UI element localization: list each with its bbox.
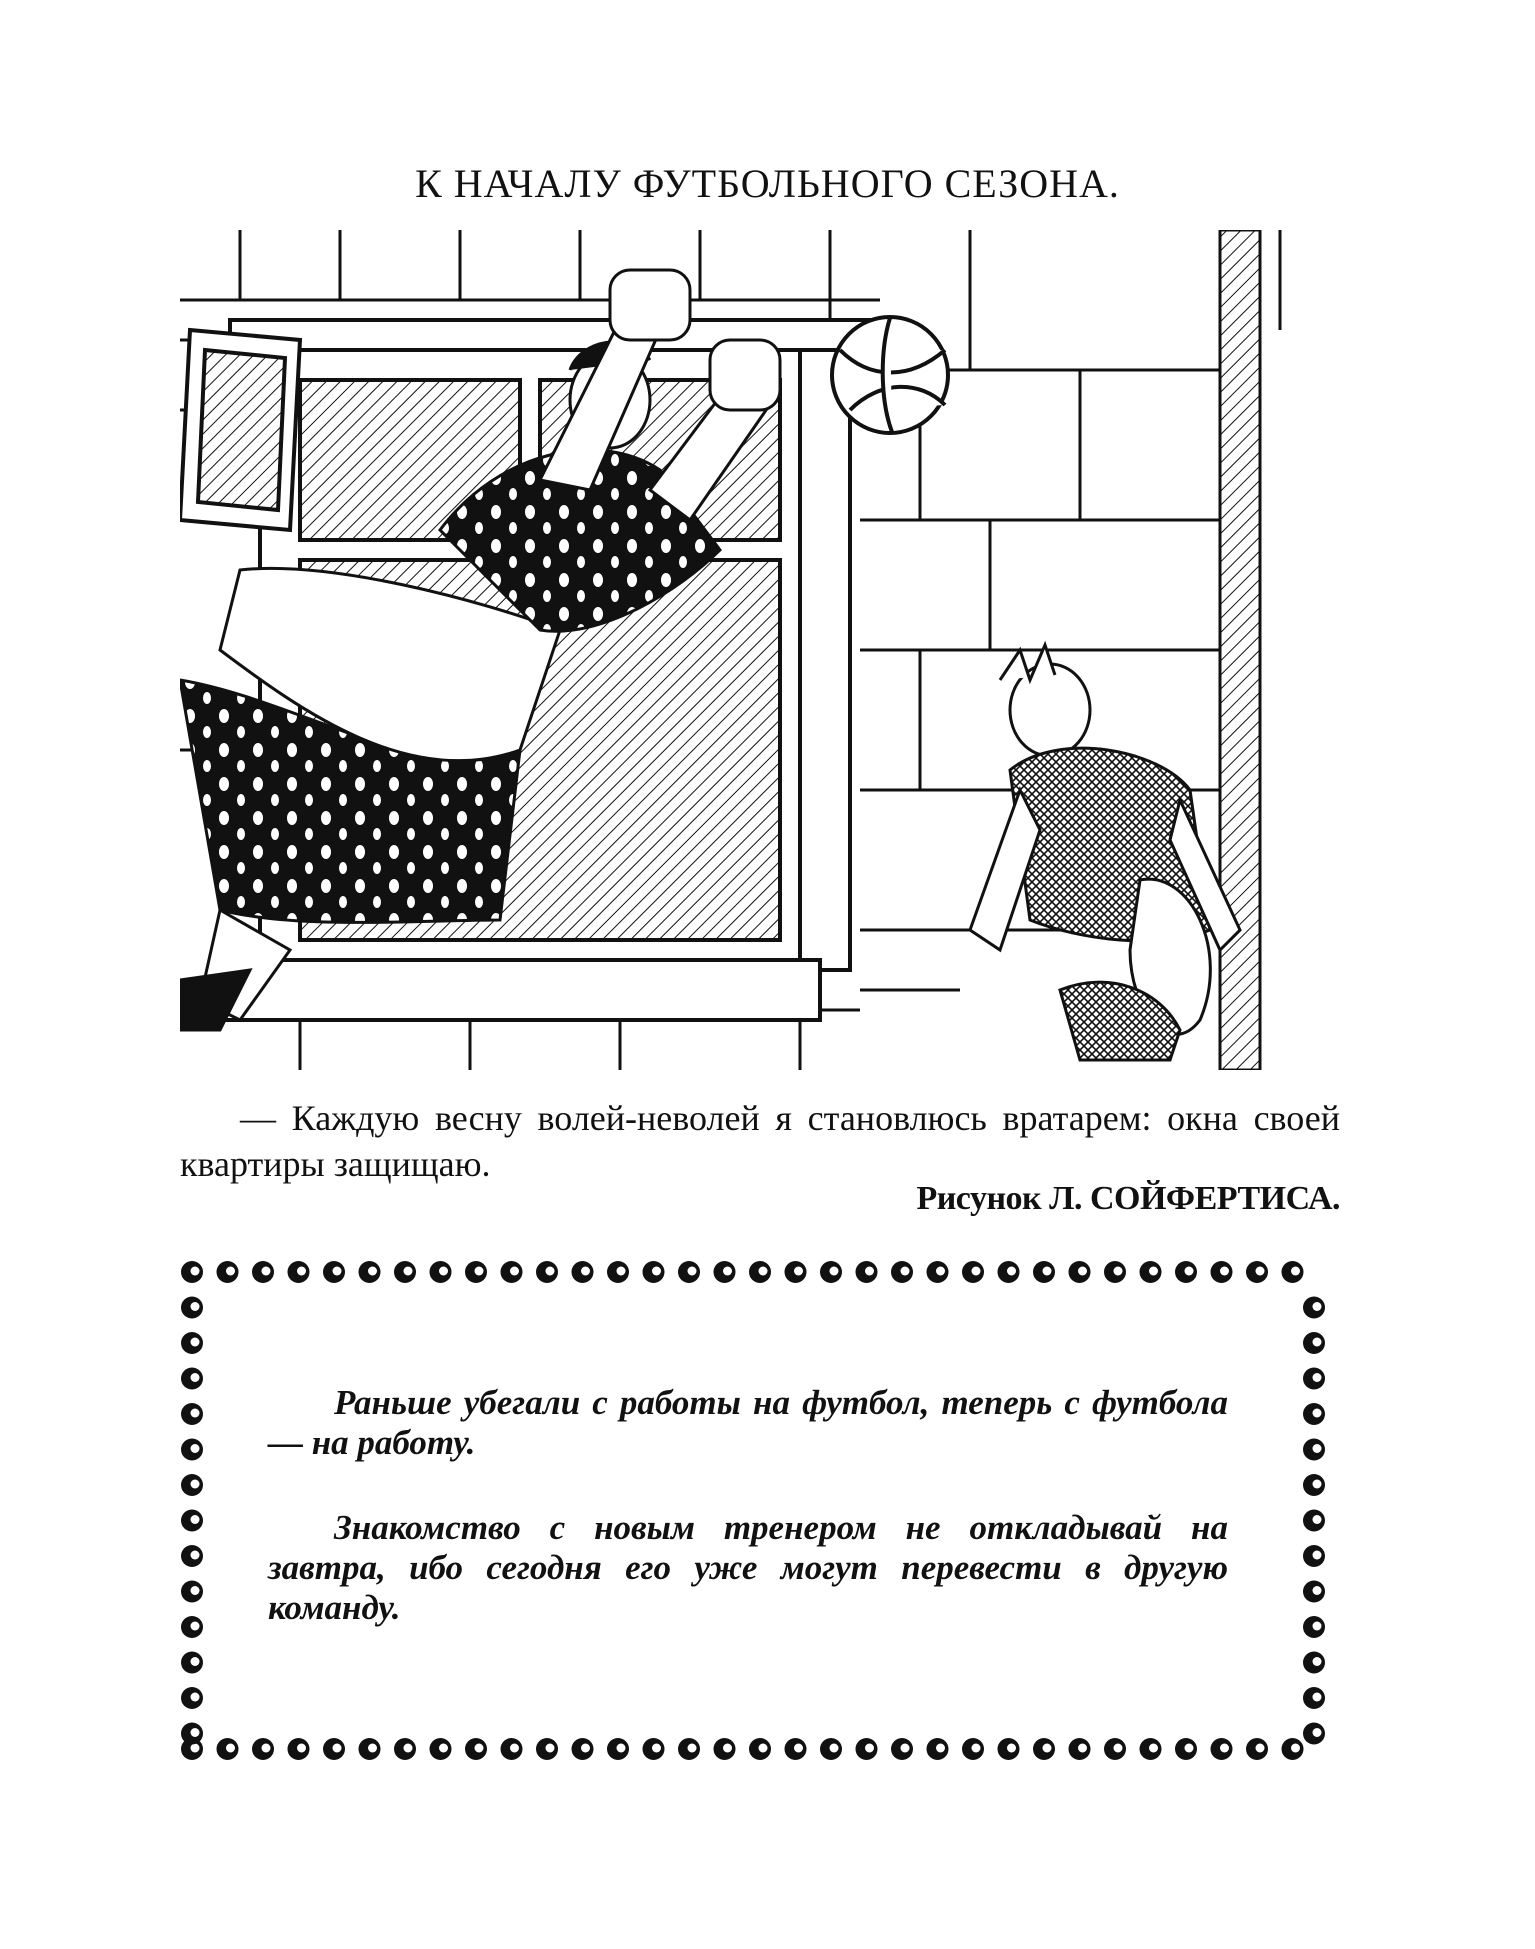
illustration-credit: Рисунок Л. СОЙФЕРТИСА. (916, 1180, 1340, 1217)
cartoon-illustration (180, 230, 1330, 1070)
football (832, 317, 948, 433)
jokes-box (178, 1258, 1328, 1763)
cartoon-caption: — Каждую весну волей-неволей я становлюсь вратарем: окна своей квартиры защищаю. (180, 1098, 1340, 1184)
page-title: К НАЧАЛУ ФУТБОЛЬНОГО СЕЗОНА. (415, 161, 1120, 206)
drainpipe (1220, 230, 1280, 1070)
boy (970, 645, 1240, 1060)
joke-text: Раньше убегали с работы на футбол, теперь с футбола — на работу. (268, 1383, 1228, 1462)
joke-text: Знакомство с новым тренером не откладывай на завтра, ибо сегодня его уже могут перевести в другую команду. (268, 1508, 1228, 1627)
